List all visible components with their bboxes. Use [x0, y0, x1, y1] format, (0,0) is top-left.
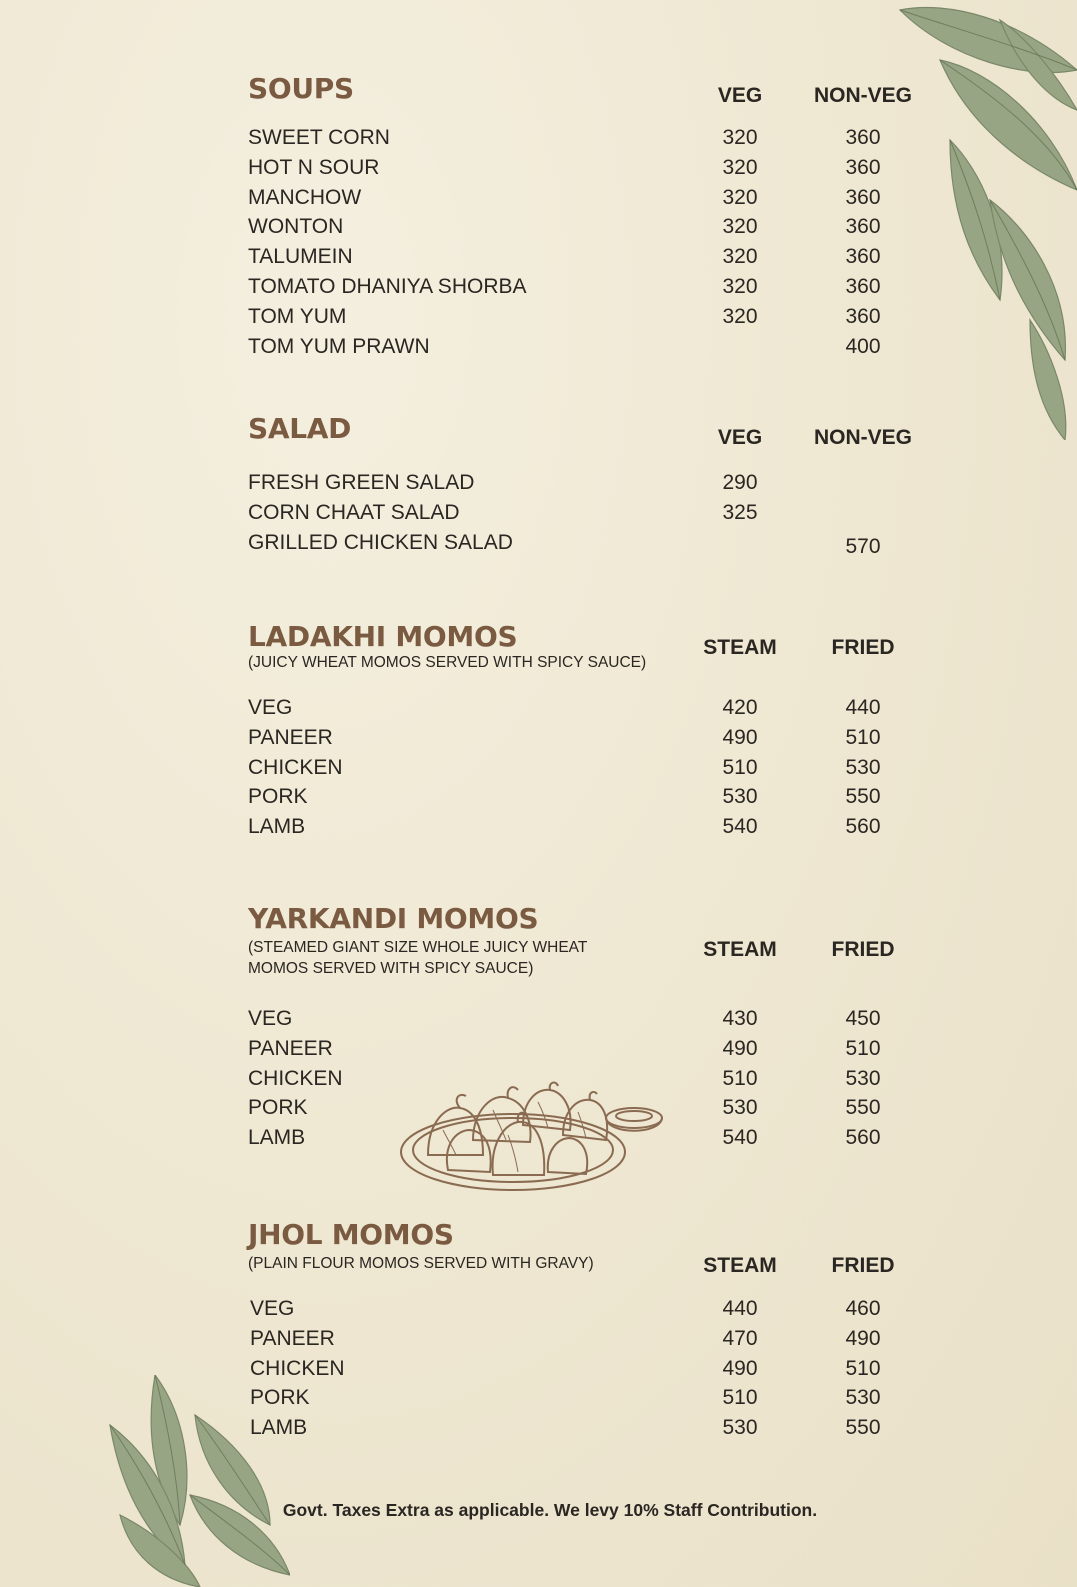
item-price-fried: 560: [845, 1126, 881, 1150]
item-name: SWEET CORN: [248, 126, 390, 149]
menu-item: [248, 812, 948, 842]
item-price-non-veg: 360: [845, 245, 881, 269]
item-name: LAMB: [248, 1126, 306, 1150]
item-name: LAMB: [248, 815, 306, 839]
menu-item: [248, 468, 948, 498]
item-price-veg: 320: [722, 245, 758, 269]
item-price-fried: 450: [845, 1007, 881, 1030]
item-price-steam: 470: [722, 1326, 758, 1350]
item-list: [248, 693, 948, 842]
menu-item: [248, 1093, 948, 1123]
item-price-fried: 550: [845, 785, 881, 809]
item-price-steam: 430: [722, 1007, 758, 1030]
menu-item: [248, 528, 948, 558]
menu-item: [248, 332, 948, 362]
item-name: PORK: [248, 1096, 308, 1120]
menu-item: [248, 153, 948, 183]
item-name: PORK: [248, 785, 308, 809]
item-price-fried: 550: [845, 1416, 881, 1440]
item-name: TALUMEIN: [248, 245, 353, 269]
item-price-non-veg: 360: [845, 126, 881, 149]
item-name: CHICKEN: [248, 755, 343, 779]
section-title: JHOL MOMOS: [248, 1218, 454, 1251]
column-header-fried: FRIED: [831, 1254, 895, 1277]
item-price-fried: 560: [845, 815, 881, 839]
item-price-non-veg: 360: [845, 155, 881, 179]
footer-note: Govt. Taxes Extra as applicable. We levy 10% Staff Contribution.: [282, 1500, 818, 1520]
item-price-fried: 510: [845, 725, 881, 749]
column-header-fried: FRIED: [831, 938, 895, 961]
item-price-veg: 325: [722, 500, 758, 524]
section-title: YARKANDI MOMOS: [248, 902, 539, 935]
item-price-non-veg: 360: [845, 274, 881, 298]
item-name: LAMB: [250, 1416, 308, 1440]
item-price-fried: 490: [845, 1326, 881, 1350]
section-title: SOUPS: [248, 72, 354, 105]
item-price-non-veg: 400: [845, 334, 881, 358]
item-price-fried: 530: [845, 1066, 881, 1090]
menu-item: [248, 1034, 948, 1064]
section-soups: [248, 72, 948, 372]
item-list: [248, 1004, 948, 1153]
menu-item: [248, 123, 948, 153]
item-price-fried: 440: [845, 696, 881, 719]
item-price-steam: 510: [722, 1066, 758, 1090]
item-name: CHICKEN: [248, 1066, 343, 1090]
item-price-fried: 530: [845, 1386, 881, 1410]
menu-item: [248, 723, 948, 753]
item-price-fried: 550: [845, 1096, 881, 1120]
section-jhol-momos: [248, 1218, 948, 1458]
menu-item: [248, 1064, 948, 1094]
item-price-steam: 510: [722, 1386, 758, 1410]
menu-item: [248, 212, 948, 242]
menu-item: [250, 1383, 950, 1413]
item-list: [248, 468, 948, 557]
item-price-veg: 290: [722, 471, 758, 494]
item-name: TOM YUM: [248, 304, 347, 328]
item-name: TOMATO DHANIYA SHORBA: [248, 274, 527, 298]
column-header-veg: VEG: [717, 84, 763, 107]
item-price-steam: 540: [722, 1126, 758, 1150]
column-header-non-veg: NON-VEG: [813, 426, 912, 449]
column-header-steam: STEAM: [703, 1254, 777, 1277]
item-price-steam: 490: [722, 1036, 758, 1060]
item-list: [250, 1294, 950, 1443]
item-price-non-veg: 360: [845, 185, 881, 209]
menu-item: [250, 1354, 950, 1384]
item-price-non-veg: 570: [845, 534, 881, 558]
item-list: [248, 123, 948, 361]
section-subtitle: (STEAMED GIANT SIZE WHOLE JUICY WHEAT MOMOS SERVED WITH SPICY SAUCE): [248, 939, 588, 977]
item-price-veg: 320: [722, 274, 758, 298]
menu-item: [248, 782, 948, 812]
column-header-veg: VEG: [717, 426, 763, 449]
column-header-non-veg: NON-VEG: [813, 84, 912, 107]
menu-item: [248, 753, 948, 783]
section-salad: [248, 412, 948, 572]
section-subtitle: (PLAIN FLOUR MOMOS SERVED WITH GRAVY): [248, 1255, 594, 1272]
item-name: TOM YUM PRAWN: [248, 334, 430, 358]
item-name: HOT N SOUR: [248, 155, 380, 179]
item-price-fried: 510: [845, 1356, 881, 1380]
column-header-steam: STEAM: [703, 938, 777, 961]
menu-item: [248, 242, 948, 272]
menu-item: [248, 498, 948, 528]
item-price-veg: 320: [722, 155, 758, 179]
item-price-steam: 530: [722, 785, 758, 809]
item-price-steam: 490: [722, 725, 758, 749]
column-header-steam: STEAM: [703, 636, 777, 659]
item-price-veg: 320: [722, 126, 758, 149]
item-name: FRESH GREEN SALAD: [248, 471, 475, 494]
menu-item: [248, 302, 948, 332]
item-price-non-veg: 360: [845, 215, 881, 239]
item-price-steam: 540: [722, 815, 758, 839]
item-price-fried: 530: [845, 755, 881, 779]
item-price-steam: 420: [722, 696, 758, 719]
item-name: PANEER: [250, 1326, 335, 1350]
section-subtitle: (JUICY WHEAT MOMOS SERVED WITH SPICY SAUCE): [248, 654, 647, 671]
column-header-fried: FRIED: [831, 636, 895, 659]
item-price-non-veg: 360: [845, 304, 881, 328]
item-price-steam: 490: [722, 1356, 758, 1380]
item-name: CHICKEN: [250, 1356, 345, 1380]
menu-item: [248, 1004, 948, 1034]
item-price-steam: 440: [722, 1297, 758, 1320]
item-name: VEG: [248, 696, 293, 719]
item-price-steam: 510: [722, 755, 758, 779]
item-name: WONTON: [248, 215, 344, 239]
item-price-veg: 320: [722, 304, 758, 328]
menu-item: [248, 272, 948, 302]
menu-item: [248, 183, 948, 213]
section-yarkandi-momos: [248, 902, 948, 1162]
menu-item: [250, 1294, 950, 1324]
item-name: VEG: [250, 1297, 295, 1320]
menu-item: [248, 1123, 948, 1153]
menu-item: [250, 1324, 950, 1354]
item-name: PORK: [250, 1386, 310, 1410]
section-title: SALAD: [248, 412, 352, 445]
item-name: VEG: [248, 1007, 293, 1030]
item-price-steam: 530: [722, 1416, 758, 1440]
item-name: PANEER: [248, 1036, 333, 1060]
item-name: GRILLED CHICKEN SALAD: [248, 530, 513, 554]
item-price-fried: 460: [845, 1297, 881, 1320]
item-price-veg: 320: [722, 185, 758, 209]
item-price-steam: 530: [722, 1096, 758, 1120]
section-ladakhi-momos: [248, 620, 948, 850]
item-price-veg: 320: [722, 215, 758, 239]
item-name: PANEER: [248, 725, 333, 749]
section-title: LADAKHI MOMOS: [248, 620, 518, 653]
item-price-fried: 510: [845, 1036, 881, 1060]
menu-item: [250, 1413, 950, 1443]
menu-item: [248, 693, 948, 723]
item-name: MANCHOW: [248, 185, 362, 209]
item-name: CORN CHAAT SALAD: [248, 500, 460, 524]
